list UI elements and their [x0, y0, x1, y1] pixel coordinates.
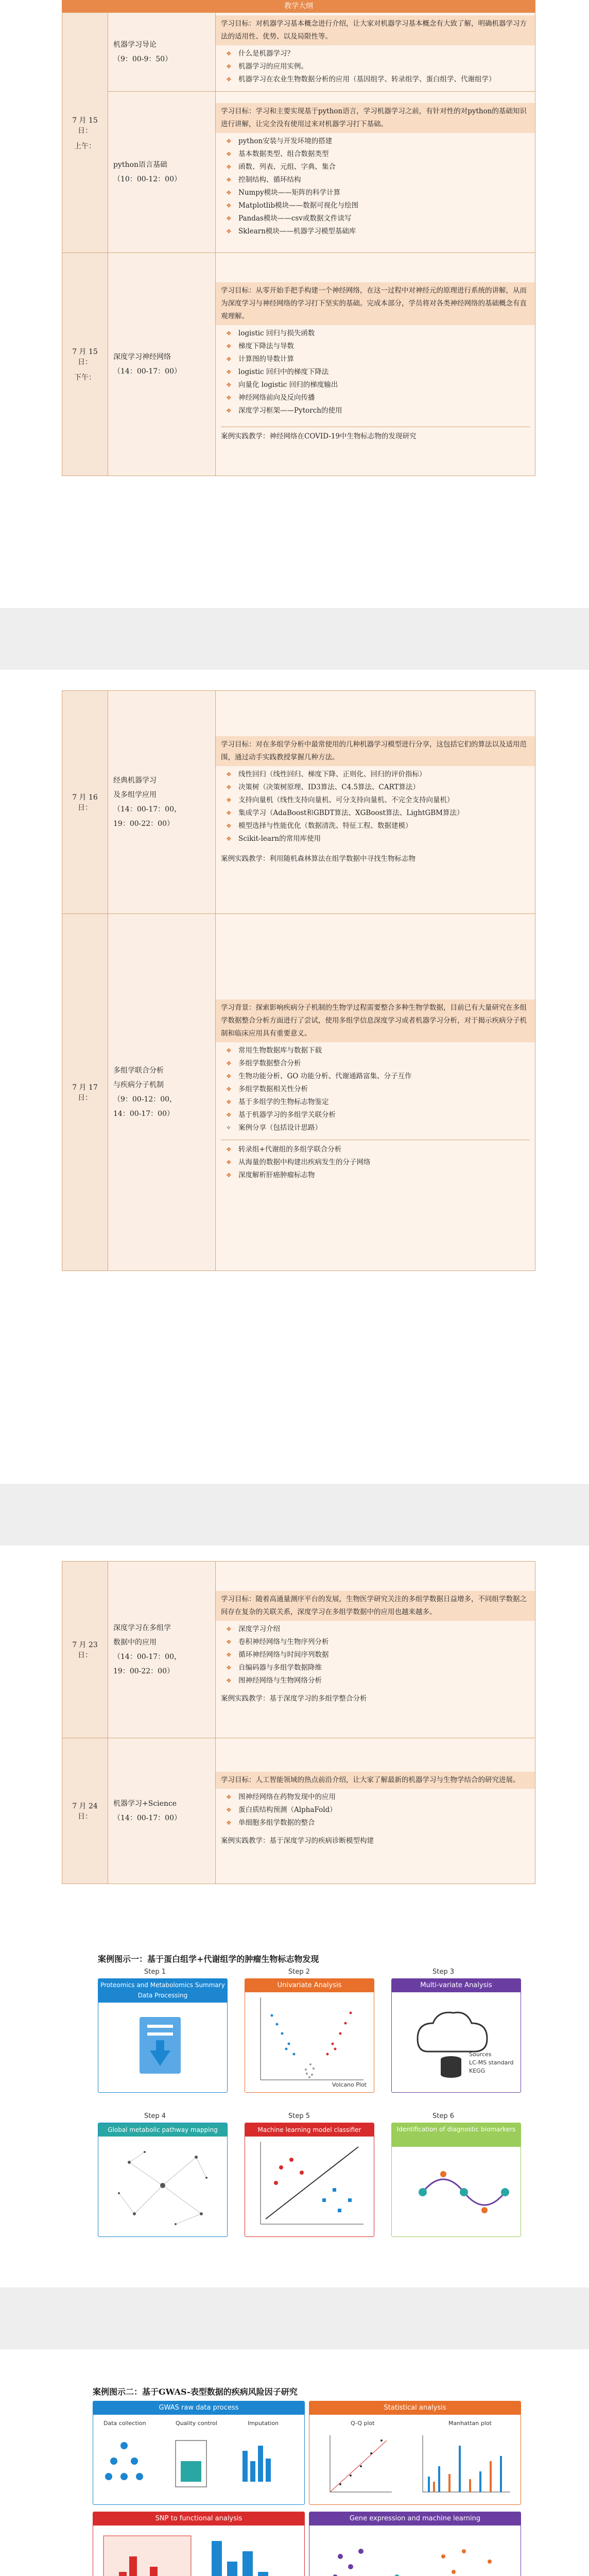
cloud-database-icon	[392, 1992, 521, 2092]
list-item: ❖ 图神经网络在药物发现中的应用	[221, 1791, 530, 1804]
list-item: ❖ Numpy模块——矩阵的科学计算	[221, 187, 530, 199]
topic-title: 机器学习+Science	[113, 1800, 177, 1808]
item-list	[221, 768, 530, 845]
list-item: ❖ 梯度下降法与导数	[221, 340, 530, 353]
objective-text: 学习目标：随着高通量测序平台的发展，生物医学研究关注的多组学数据日益增多，不同组学数据之间存在复杂的关联关系，深度学习在多组学数据中的应用也越来越多。	[216, 1591, 535, 1621]
list-item: ❖ 多组学数据整合分析	[221, 1057, 530, 1070]
panel-header: GWAS raw data process	[93, 2401, 304, 2415]
page-1	[0, 0, 589, 608]
topic-time: （14：00-17：00）	[113, 1814, 181, 1822]
table-row	[62, 253, 535, 476]
list-item: ❖ 线性回归（线性回归、梯度下降、正则化、回归的评价指标）	[221, 768, 530, 781]
list-item: ❖ 基于机器学习的多组学关联分析	[221, 1109, 530, 1122]
day-label: 7 月 15 日：	[72, 348, 98, 366]
case2-title: 案例图示二：基于GWAS-表型数据的疾病风险因子研究	[93, 2387, 298, 2397]
schedule-table-day23	[62, 1561, 535, 1884]
list-item: ❖ 多组学数据相关性分析	[221, 1083, 530, 1096]
objective-text: 学习目标：对机器学习基本概念进行介绍，让大家对机器学习基本概念有大致了解，明确机器学习方法的适用性、优势、以及局限性等。	[216, 15, 535, 45]
step4-panel	[98, 2123, 228, 2237]
panel-label: Quality control	[176, 2420, 217, 2427]
list-item: ❖ 自编码器与多组学数据降维	[221, 1662, 530, 1674]
item-list	[221, 47, 530, 86]
panel-header: Identification of diagnostic biomarkers	[392, 2123, 521, 2147]
day-label: 7 月 23 日：	[72, 1641, 98, 1659]
panel-header: Global metabolic pathway mapping	[98, 2123, 227, 2137]
table-row	[62, 92, 535, 253]
list-item: ❖ 深度学习介绍	[221, 1623, 530, 1636]
panel-header: Proteomics and Metabolomics Summary Data Processing	[98, 1979, 227, 2003]
step-label: Step 1	[144, 1968, 166, 1976]
list-item: ❖ 图神经网络与生物网络分析	[221, 1674, 530, 1687]
step-label: Step 4	[144, 2112, 166, 2120]
day-cell	[62, 1562, 108, 1738]
item-list	[221, 135, 530, 238]
document-download-icon	[98, 2002, 227, 2092]
item-list	[221, 1044, 530, 1134]
topic-title: 经典机器学习	[113, 776, 157, 785]
step-label: Step 2	[288, 1968, 310, 1976]
statistical-panel	[309, 2401, 521, 2505]
list-item: ❖ Scikit-learn的常用库使用	[221, 833, 530, 845]
day-label: 7 月 24 日：	[72, 1802, 98, 1821]
case1-figure	[98, 1968, 520, 2277]
table-row	[62, 914, 535, 1271]
panel-header: Gene expression and machine learning	[309, 2512, 521, 2526]
panel-header: Machine learning model classifier	[245, 2123, 374, 2137]
topic-time: （14：00-17：00，	[113, 1653, 181, 1661]
topic-time: （9：00-9：50）	[113, 55, 172, 63]
content-cell	[216, 92, 535, 253]
page-gap	[0, 608, 589, 670]
page-4	[0, 2349, 589, 2576]
content-cell	[216, 914, 535, 1271]
topic-title: 深度学习在多组学	[113, 1624, 171, 1632]
list-item: ❖ 卷积神经网络与生物序列分析	[221, 1636, 530, 1649]
table-row	[62, 691, 535, 914]
day-label: 7 月 16 日：	[72, 793, 98, 812]
item-list	[221, 1791, 530, 1829]
content-cell	[216, 1562, 535, 1738]
table-row	[62, 13, 535, 92]
list-item: ❖ 深度解析肝癌肿瘤标志物	[221, 1169, 530, 1182]
content-cell	[216, 691, 535, 914]
item-list	[221, 327, 530, 417]
panel-header: Statistical analysis	[309, 2401, 521, 2415]
topic-cell	[108, 1738, 216, 1884]
panel-header: SNP to functional analysis	[93, 2512, 304, 2526]
list-item: ❖ 深度学习框架——Pytorch的使用	[221, 404, 530, 417]
step5-panel	[245, 2123, 374, 2237]
topic-time: 19：00-22：00）	[113, 1667, 174, 1675]
objective-text: 学习目标：对在多组学分析中最常使用的几种机器学习模型进行分享，这包括它们的算法以及适用范围，通过动手实践教授掌握几种方法。	[216, 736, 535, 766]
snp-function-icon	[93, 2526, 304, 2576]
gwas-process-icon	[93, 2430, 304, 2502]
list-item: ❖ 生物功能分析、GO 功能分析、代谢通路富集、分子互作	[221, 1070, 530, 1083]
case2-figure	[93, 2401, 520, 2576]
panel-label: Data collection	[103, 2420, 146, 2427]
case-practice: 案例实践教学：基于深度学习的多组学整合分析	[221, 1694, 367, 1703]
page-gap	[0, 2287, 589, 2349]
objective-text: 学习背景：探索影响疾病分子机制的生物学过程需要整合多种生物学数据，目前已有大量研究在多组学数据整合分析方面进行了尝试，使用多组学信息深度学习或者机器学习分析，对于揭示疾病分子机制和临床应用具有重要意义。	[216, 999, 535, 1042]
list-item: ❖ logistic 回归中的梯度下降法	[221, 366, 530, 379]
panel-label: Q-Q plot	[351, 2420, 375, 2427]
topic-cell	[108, 1562, 216, 1738]
day-cell	[62, 1738, 108, 1884]
topic-cell	[108, 914, 216, 1271]
page-gap	[0, 1484, 589, 1546]
syllabus-header: 教学大纲	[62, 0, 535, 12]
topic-title: 深度学习神经网络	[113, 353, 171, 361]
list-item: ✧ 案例分享（包括设计思路）	[221, 1122, 530, 1134]
schedule-table-day1	[62, 12, 535, 476]
source-item: LC-MS standard	[469, 2059, 514, 2066]
period-label: 下午：	[74, 374, 96, 382]
list-item: ❖ 转录组+代谢组的多组学联合分析	[221, 1143, 530, 1156]
content-cell	[216, 1738, 535, 1884]
step2-panel	[245, 1978, 374, 2093]
list-item: ❖ python安装与开发环境的搭建	[221, 135, 530, 148]
objective-text: 学习目标：从零开始手把手构建一个神经网络，在这一过程中对神经元的原理进行系统的讲解，从而为深度学习与神经网络的学习打下坚实的基础。完成本部分，学员将对各类神经网络的基础概念有直观理解。	[216, 282, 535, 325]
list-item: ❖ 集成学习（AdaBoost和GBDT算法、XGBoost算法、LightGBM算法）	[221, 807, 530, 820]
topic-title: 多组学联合分析	[113, 1066, 164, 1075]
molecule-icon	[392, 2146, 521, 2236]
topic-title: 数据中的应用	[113, 1638, 157, 1647]
volcano-plot-icon	[245, 1992, 374, 2092]
step3-panel	[391, 1978, 521, 2093]
topic-time: （10：00-12：00）	[113, 175, 181, 183]
list-item: ❖ 机器学习在农业生物数据分析的应用（基因组学、转录组学、蛋白组学、代谢组学）	[221, 73, 530, 86]
list-item: ❖ 常用生物数据库与数据下载	[221, 1044, 530, 1057]
content-cell	[216, 13, 535, 92]
step-label: Step 6	[432, 2112, 455, 2120]
list-item: ❖ 控制结构、循环结构	[221, 174, 530, 187]
list-item: ❖ 机器学习的应用实例。	[221, 60, 530, 73]
sources-title: Sources	[469, 2051, 492, 2058]
step1-panel	[98, 1978, 228, 2093]
day-label: 7 月 15 日：	[72, 116, 98, 135]
topic-time: （9：00-12：00，	[113, 1095, 177, 1104]
objective-text: 学习目标：学习和主要实现基于python语言，学习机器学习之前，有针对性的对python的基础知识进行讲解，让完全没有使用过来对机器学习打下基础。	[216, 103, 535, 133]
list-item: ❖ 支持向量机（线性支持向量机、可分支持向量机、不完全支持向量机）	[221, 794, 530, 807]
case-practice: 案例实践教学：基于深度学习的疾病诊断模型构建	[221, 1836, 374, 1845]
panel-label: Imputation	[248, 2420, 279, 2427]
panel-header: Multi-variate Analysis	[392, 1979, 521, 1992]
list-item: ❖ 基本数据类型、组合数据类型	[221, 148, 530, 161]
table-row	[62, 1738, 535, 1884]
topic-title: 及多组学应用	[113, 791, 157, 799]
classifier-scatter-icon	[245, 2137, 374, 2236]
list-item: ❖ 单细胞多组学数据的整合	[221, 1817, 530, 1829]
list-item: ❖ 计算图的导数计算	[221, 353, 530, 366]
list-item: ❖ 循环神经网络与时间序列数据	[221, 1649, 530, 1662]
case1-title: 案例图示一：基于蛋白组学+代谢组学的肿瘤生物标志物发现	[98, 1954, 319, 1964]
list-item: ❖ 向量化 logistic 回归的梯度输出	[221, 379, 530, 392]
case-list	[221, 1140, 530, 1182]
step6-panel	[391, 2123, 521, 2237]
topic-cell	[108, 691, 216, 914]
topic-time: 19：00-22：00）	[113, 820, 174, 828]
day-cell	[62, 691, 108, 914]
content-cell	[216, 253, 535, 476]
list-item: ❖ 什么是机器学习？	[221, 47, 530, 60]
list-item: ❖ Matplotlib模块——数据可视化与绘图	[221, 199, 530, 212]
topic-time: 14：00-17：00）	[113, 1110, 174, 1118]
objective-text: 学习目标：人工智能领域的热点前沿介绍，让大家了解最新的机器学习与生物学结合的研究进展。	[216, 1772, 535, 1789]
list-item: ❖ 函数、列表、元组、字典、集合	[221, 161, 530, 174]
step-label: Step 3	[432, 1968, 455, 1976]
gwas-raw-panel	[93, 2401, 305, 2505]
page-3	[0, 1546, 589, 2287]
topic-time: （14：00-17：00）	[113, 367, 181, 376]
volcano-label: Volcano Plot	[332, 2081, 367, 2088]
step-label: Step 5	[288, 2112, 310, 2120]
snp-panel	[93, 2512, 305, 2576]
topic-title: python语言基础	[113, 161, 167, 169]
case-practice: 案例实践教学：利用随机森林算法在组学数据中寻找生物标志物	[221, 854, 415, 863]
qq-manhattan-plot-icon	[309, 2430, 521, 2502]
topic-title: 与疾病分子机制	[113, 1081, 164, 1089]
day-label: 7 月 17 日：	[72, 1083, 98, 1102]
list-item: ❖ Pandas模块——csv或数据文件读写	[221, 212, 530, 225]
list-item: ❖ 蛋白质结构预测（AlphaFold）	[221, 1804, 530, 1817]
list-item: ❖ 模型选择与性能优化（数据清洗、特征工程、数据建模）	[221, 820, 530, 833]
list-item: ❖ logistic 回归与损失函数	[221, 327, 530, 340]
list-item: ❖ 决策树（决策树原理、ID3算法、C4.5算法、CART算法）	[221, 781, 530, 794]
list-item: ❖ 从海量的数据中构建出疾病发生的分子网络	[221, 1156, 530, 1169]
source-item: KEGG	[469, 2067, 486, 2074]
panel-label: Manhattan plot	[448, 2420, 492, 2427]
day-cell	[62, 13, 108, 253]
pathway-network-icon	[98, 2137, 227, 2236]
topic-cell	[108, 13, 216, 92]
expression-scatter-icon	[309, 2526, 521, 2576]
topic-title: 机器学习导论	[113, 41, 157, 49]
topic-cell	[108, 253, 216, 476]
list-item: ❖ 神经网络前向及反向传播	[221, 392, 530, 404]
panel-header: Univariate Analysis	[245, 1979, 374, 1992]
table-row	[62, 1562, 535, 1738]
period-label: 上午：	[74, 142, 96, 150]
list-item: ❖ 基于多组学的生物标志物鉴定	[221, 1096, 530, 1109]
schedule-table-day3	[62, 690, 535, 1271]
item-list	[221, 1623, 530, 1687]
page-2	[0, 670, 589, 1484]
day-cell	[62, 914, 108, 1271]
topic-time: （14：00-17：00，	[113, 805, 181, 814]
list-item: ❖ Sklearn模块——机器学习模型基础库	[221, 225, 530, 238]
day-cell	[62, 253, 108, 476]
gene-expression-panel	[309, 2512, 521, 2576]
case-practice: 案例实践教学：神经网络在COVID-19中生物标志物的发现研究	[221, 427, 530, 443]
topic-cell	[108, 92, 216, 253]
